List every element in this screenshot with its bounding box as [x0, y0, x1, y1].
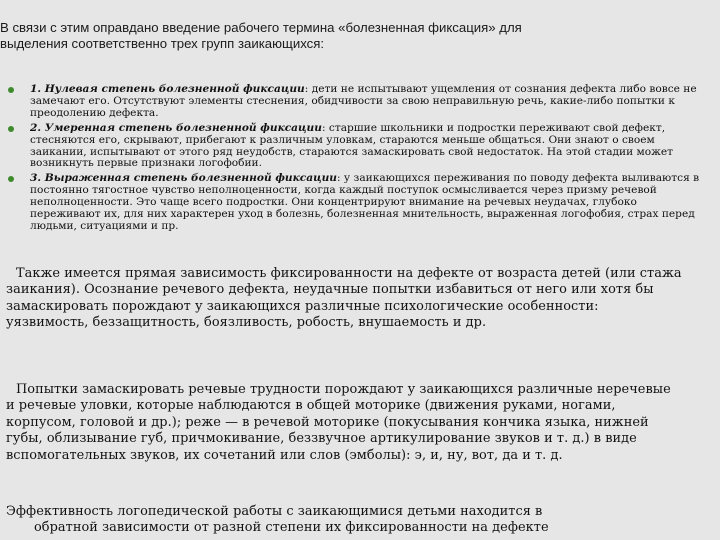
- list-item: [0, 173, 700, 233]
- paragraph-line: вспомогательных звуков, их сочетаний или слов (эмболы): э, и, ну, вот, да и т. д.: [6, 447, 563, 463]
- paragraph-line: заикания). Осознание речевого дефекта, неудачные попытки избавиться от него или хотя бы: [6, 282, 654, 298]
- paragraph-line: Эффективность логопедической работы с заикающимися детьми находится в: [6, 504, 543, 519]
- paragraph-line: замаскировать порождают у заикающихся различные психологические особенности:: [6, 298, 599, 314]
- paragraph-age-dependency: [6, 266, 714, 332]
- list-item-heading: 2. Умеренная степень болезненной фиксации: [30, 121, 322, 134]
- list-item-body: : старшие школьники и подростки переживают свой дефект, стесняются его, скрывают, прибегают к различным уловкам, стараются меньше общаться. Они знают о своем заикании, испытывают от этого ряд неудобств, стараются замаскировать свой недостаток. На этой стадии может возникнуть первые признаки логофобии.: [30, 121, 674, 170]
- paragraph-line: уязвимость, беззащитность, боязливость, робость, внушаемость и др.: [6, 315, 487, 331]
- paragraph-tricks: [6, 382, 718, 464]
- paragraph-line: обратной зависимости от разной степени их фиксированности на дефекте: [34, 520, 549, 536]
- list-item: [0, 84, 700, 120]
- paragraph-line: Попытки замаскировать речевые трудности порождают у заикающихся различные неречевые: [16, 382, 671, 397]
- paragraph-line: корпусом, головой и др.); реже — в речевой моторике (покусывания кончика языка, нижней: [6, 414, 649, 430]
- list-item-body: : дети не испытывают ущемления от сознания дефекта либо вовсе не замечают его. Отсутствуют элементы стеснения, обидчивости за свою неправильную речь, какие-либо попытки к преодолению дефекта.: [30, 83, 697, 119]
- paragraph-line: губы, облизывание губ, причмокивание, беззвучное артикулирование звуков и т. д.) в виде: [6, 431, 637, 447]
- intro-line-2: выделения соответственно трех групп заикающихся:: [0, 36, 325, 51]
- intro-line-1: В связи с этим оправдано введение рабочего термина «болезненная фиксация» для: [0, 20, 522, 35]
- fixation-groups-list: [0, 84, 700, 233]
- list-item-heading: 3. Выраженная степень болезненной фиксации: [30, 172, 337, 185]
- list-item-body: : у заикающихся переживания по поводу дефекта выливаются в постоянно тягостное чувство неполноценности, когда каждый поступок осмысливается через призму речевой неполноценности. Это чаще всего подростки. Они концентрируют внимание на речевых неудачах, глубоко переживают их, для них характерен уход в болезнь, болезненная мнительность, выраженная логофобия, страх перед людьми, ситуациями и пр.: [30, 172, 700, 232]
- intro-text: [0, 20, 640, 52]
- bullet-icon: [8, 176, 14, 182]
- paragraph-line: и речевые уловки, которые наблюдаются в общей моторике (движения руками, ногами,: [6, 398, 616, 414]
- list-item: [0, 123, 700, 171]
- paragraph-line: Также имеется прямая зависимость фиксированности на дефекте от возраста детей (или стажа: [16, 266, 682, 281]
- bullet-icon: [8, 126, 14, 132]
- paragraph-effectiveness: [6, 504, 718, 537]
- bullet-icon: [8, 87, 14, 93]
- list-item-heading: 1. Нулевая степень болезненной фиксации: [30, 83, 305, 95]
